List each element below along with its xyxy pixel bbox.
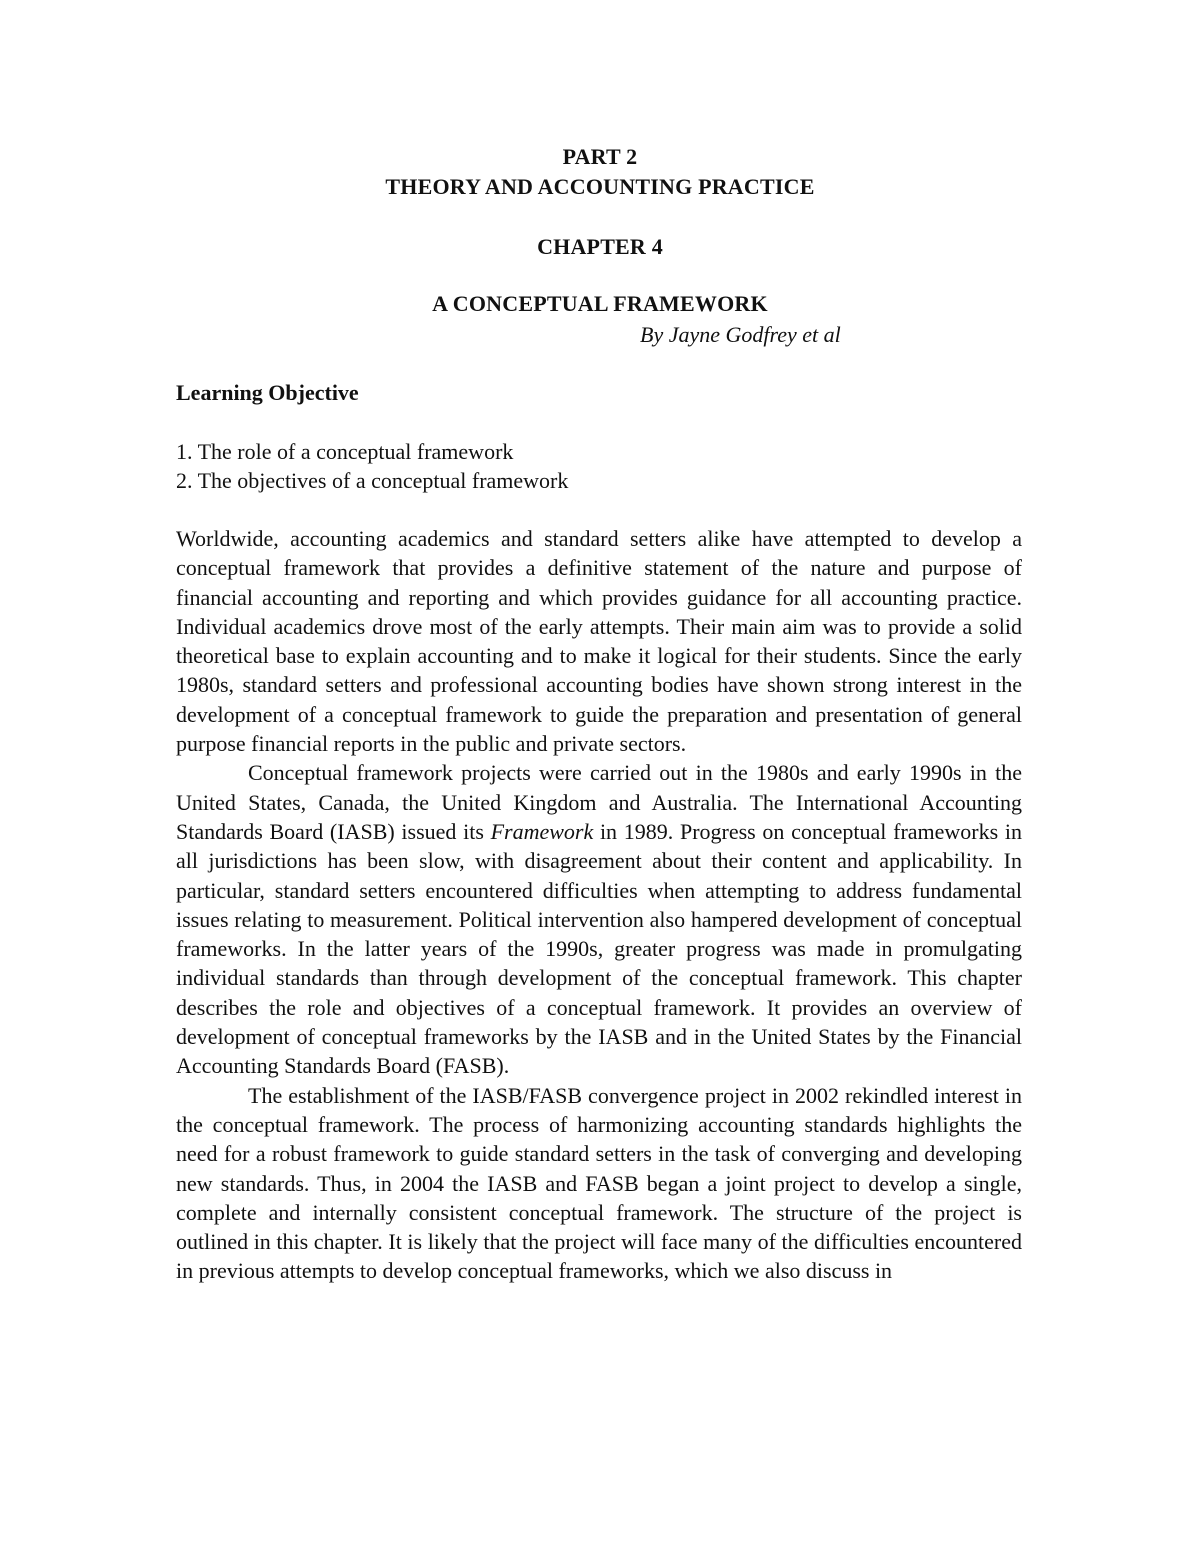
part-heading: PART 2 xyxy=(562,144,638,169)
part-title: THEORY AND ACCOUNTING PRACTICE xyxy=(385,174,815,199)
objective-item: 2. The objectives of a conceptual framework xyxy=(176,468,569,493)
framework-emphasis: Framework xyxy=(490,818,594,844)
chapter-heading: CHAPTER 4 xyxy=(537,234,663,259)
chapter-title: A CONCEPTUAL FRAMEWORK xyxy=(432,291,768,316)
body-text xyxy=(176,524,1022,1286)
paragraph-3: The establishment of the IASB/FASB convergence project in 2002 rekindled interest in the conceptual framework. The process of harmonizing accounting standards highlights the need for a robust framework to guide standard setters in the task of converging and developing new standards. Thus, in 2004 the IASB and FASB began a joint project to develop a single, complete and internally consistent conceptual framework. The structure of the project is outlined in this chapter. It is likely that the project will face many of the difficulties encountered in previous attempts to develop conceptual frameworks, which we also discuss in xyxy=(176,1082,1022,1284)
learning-objective-title: Learning Objective xyxy=(176,380,359,405)
author-byline: By Jayne Godfrey et al xyxy=(640,322,841,347)
objective-item: 1. The role of a conceptual framework xyxy=(176,439,514,464)
paragraph-1: Worldwide, accounting academics and standard setters alike have attempted to develop a conceptual framework that provides a definitive statement of the nature and purpose of financial accounting and reporting and which provides guidance for all accounting practice. Individual academics drove most of the early attempts. Their main aim was to provide a solid theoretical base to explain accounting and to make it logical for their students. Since the early 1980s, standard setters and professional accounting bodies have shown strong interest in the development of a conceptual framework to guide the preparation and presentation of general purpose financial reports in the public and private sectors. xyxy=(176,526,1022,757)
paragraph-2-part-b: in 1989. Progress on conceptual frameworks in all jurisdictions has been slow, with disagreement about their content and applicability. In particular, standard setters encountered difficulties when attempting to address fundamental issues relating to measurement. Political intervention also hampered development of conceptual frameworks. In the latter years of the 1990s, greater progress was made in promulgating individual standards than through development of the conceptual framework. This chapter describes the role and objectives of a conceptual framework. It provides an overview of development of conceptual frameworks by the IASB and in the United States by the Financial Accounting Standards Board (FASB). xyxy=(176,818,1022,1079)
objectives-list xyxy=(176,437,568,495)
paragraph-2 xyxy=(176,758,1022,1080)
paragraph-2-part-a: Conceptual framework projects were carried out in the 1980s and early 1990s in the United States, Canada, the United Kingdom and Australia. The International Accounting Standards Board (IASB) issued its xyxy=(176,760,1022,844)
